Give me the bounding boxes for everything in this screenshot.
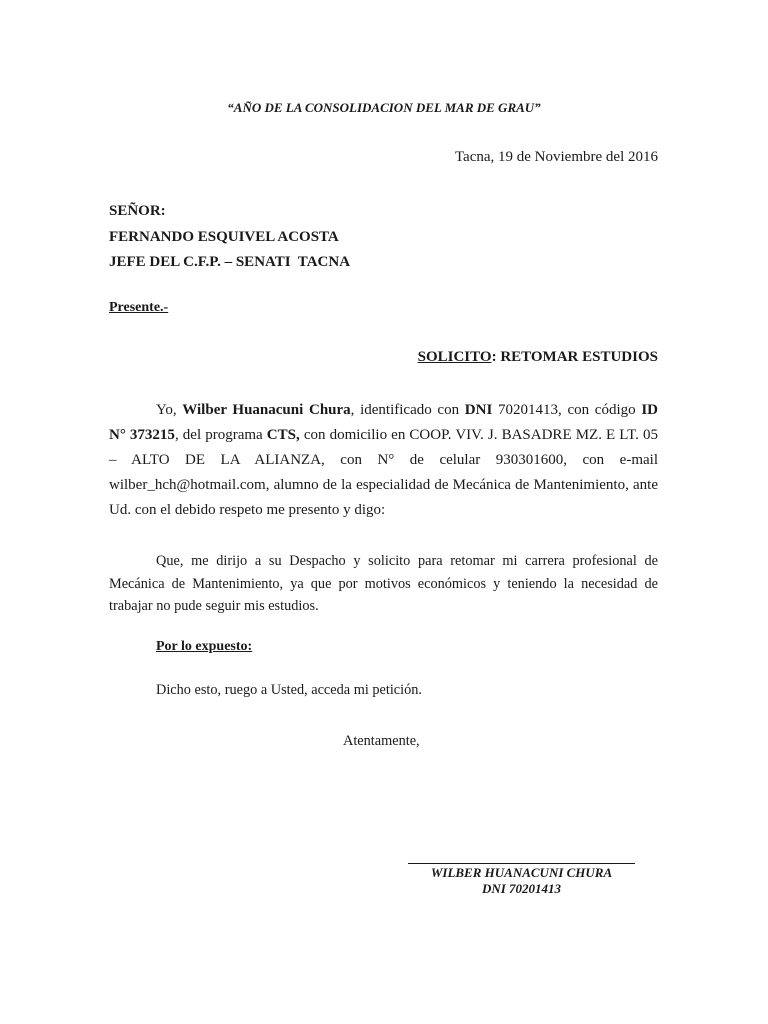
intro-text-1: Yo, xyxy=(156,402,183,418)
closing: Atentamente, xyxy=(343,733,420,749)
signature-line xyxy=(408,863,635,864)
introduction-paragraph xyxy=(109,398,658,523)
signature-name: WILBER HUANACUNI CHURA xyxy=(430,865,613,880)
intro-text-2: , identificado con xyxy=(350,402,465,418)
subject-line xyxy=(418,349,658,366)
program-name: CTS, xyxy=(266,427,300,443)
presente-heading: Presente.- xyxy=(109,300,169,315)
por-lo-expuesto-heading: Por lo expuesto: xyxy=(156,639,253,654)
addressee-position: JEFE DEL C.F.P. – SENATI TACNA xyxy=(109,254,351,270)
request-paragraph: Que, me dirijo a su Despacho y solicito para retomar mi carrera profesional de Mecánica de Mantenimiento, ya que por motivos económicos y teniendo la necesidad de trabajar no pude seguir mis estudios. xyxy=(109,553,658,614)
dni-number: 70201413 xyxy=(492,402,559,418)
intro-text-5: con domicilio en COOP. VIV. J. BASADRE MZ. E LT. 05 – ALTO DE LA ALIANZA, con N° de celular 930301600, con e-mail wilber_hch@hotmail.com, alumno de la especialidad de Mecánica de Mantenimiento, ante Ud. con el debido respeto me presento y digo: xyxy=(109,427,658,518)
intro-text-4: , del programa xyxy=(174,427,267,443)
signature-dni: DNI 70201413 xyxy=(481,881,562,896)
student-name: Wilber Huanacuni Chura xyxy=(182,402,351,418)
addressee-name: FERNANDO ESQUIVEL ACOSTA xyxy=(109,228,339,245)
signature-block xyxy=(408,865,635,897)
addressee-block xyxy=(109,199,350,276)
subject-label: SOLICITO xyxy=(417,349,492,365)
subject-text: RETOMAR ESTUDIOS xyxy=(496,349,658,365)
request-sentence: Dicho esto, ruego a Usted, acceda mi petición. xyxy=(156,682,422,698)
intro-text-3: , con código xyxy=(558,402,642,418)
dni-label: DNI xyxy=(464,402,493,418)
subject-separator: : xyxy=(491,349,497,365)
addressee-salutation: SEÑOR: xyxy=(109,203,166,219)
place-date: Tacna, 19 de Noviembre del 2016 xyxy=(454,149,658,165)
year-motto: “AÑO DE LA CONSOLIDACION DEL MAR DE GRAU” xyxy=(227,100,541,115)
student-id: ID N° 373215 xyxy=(109,402,659,443)
